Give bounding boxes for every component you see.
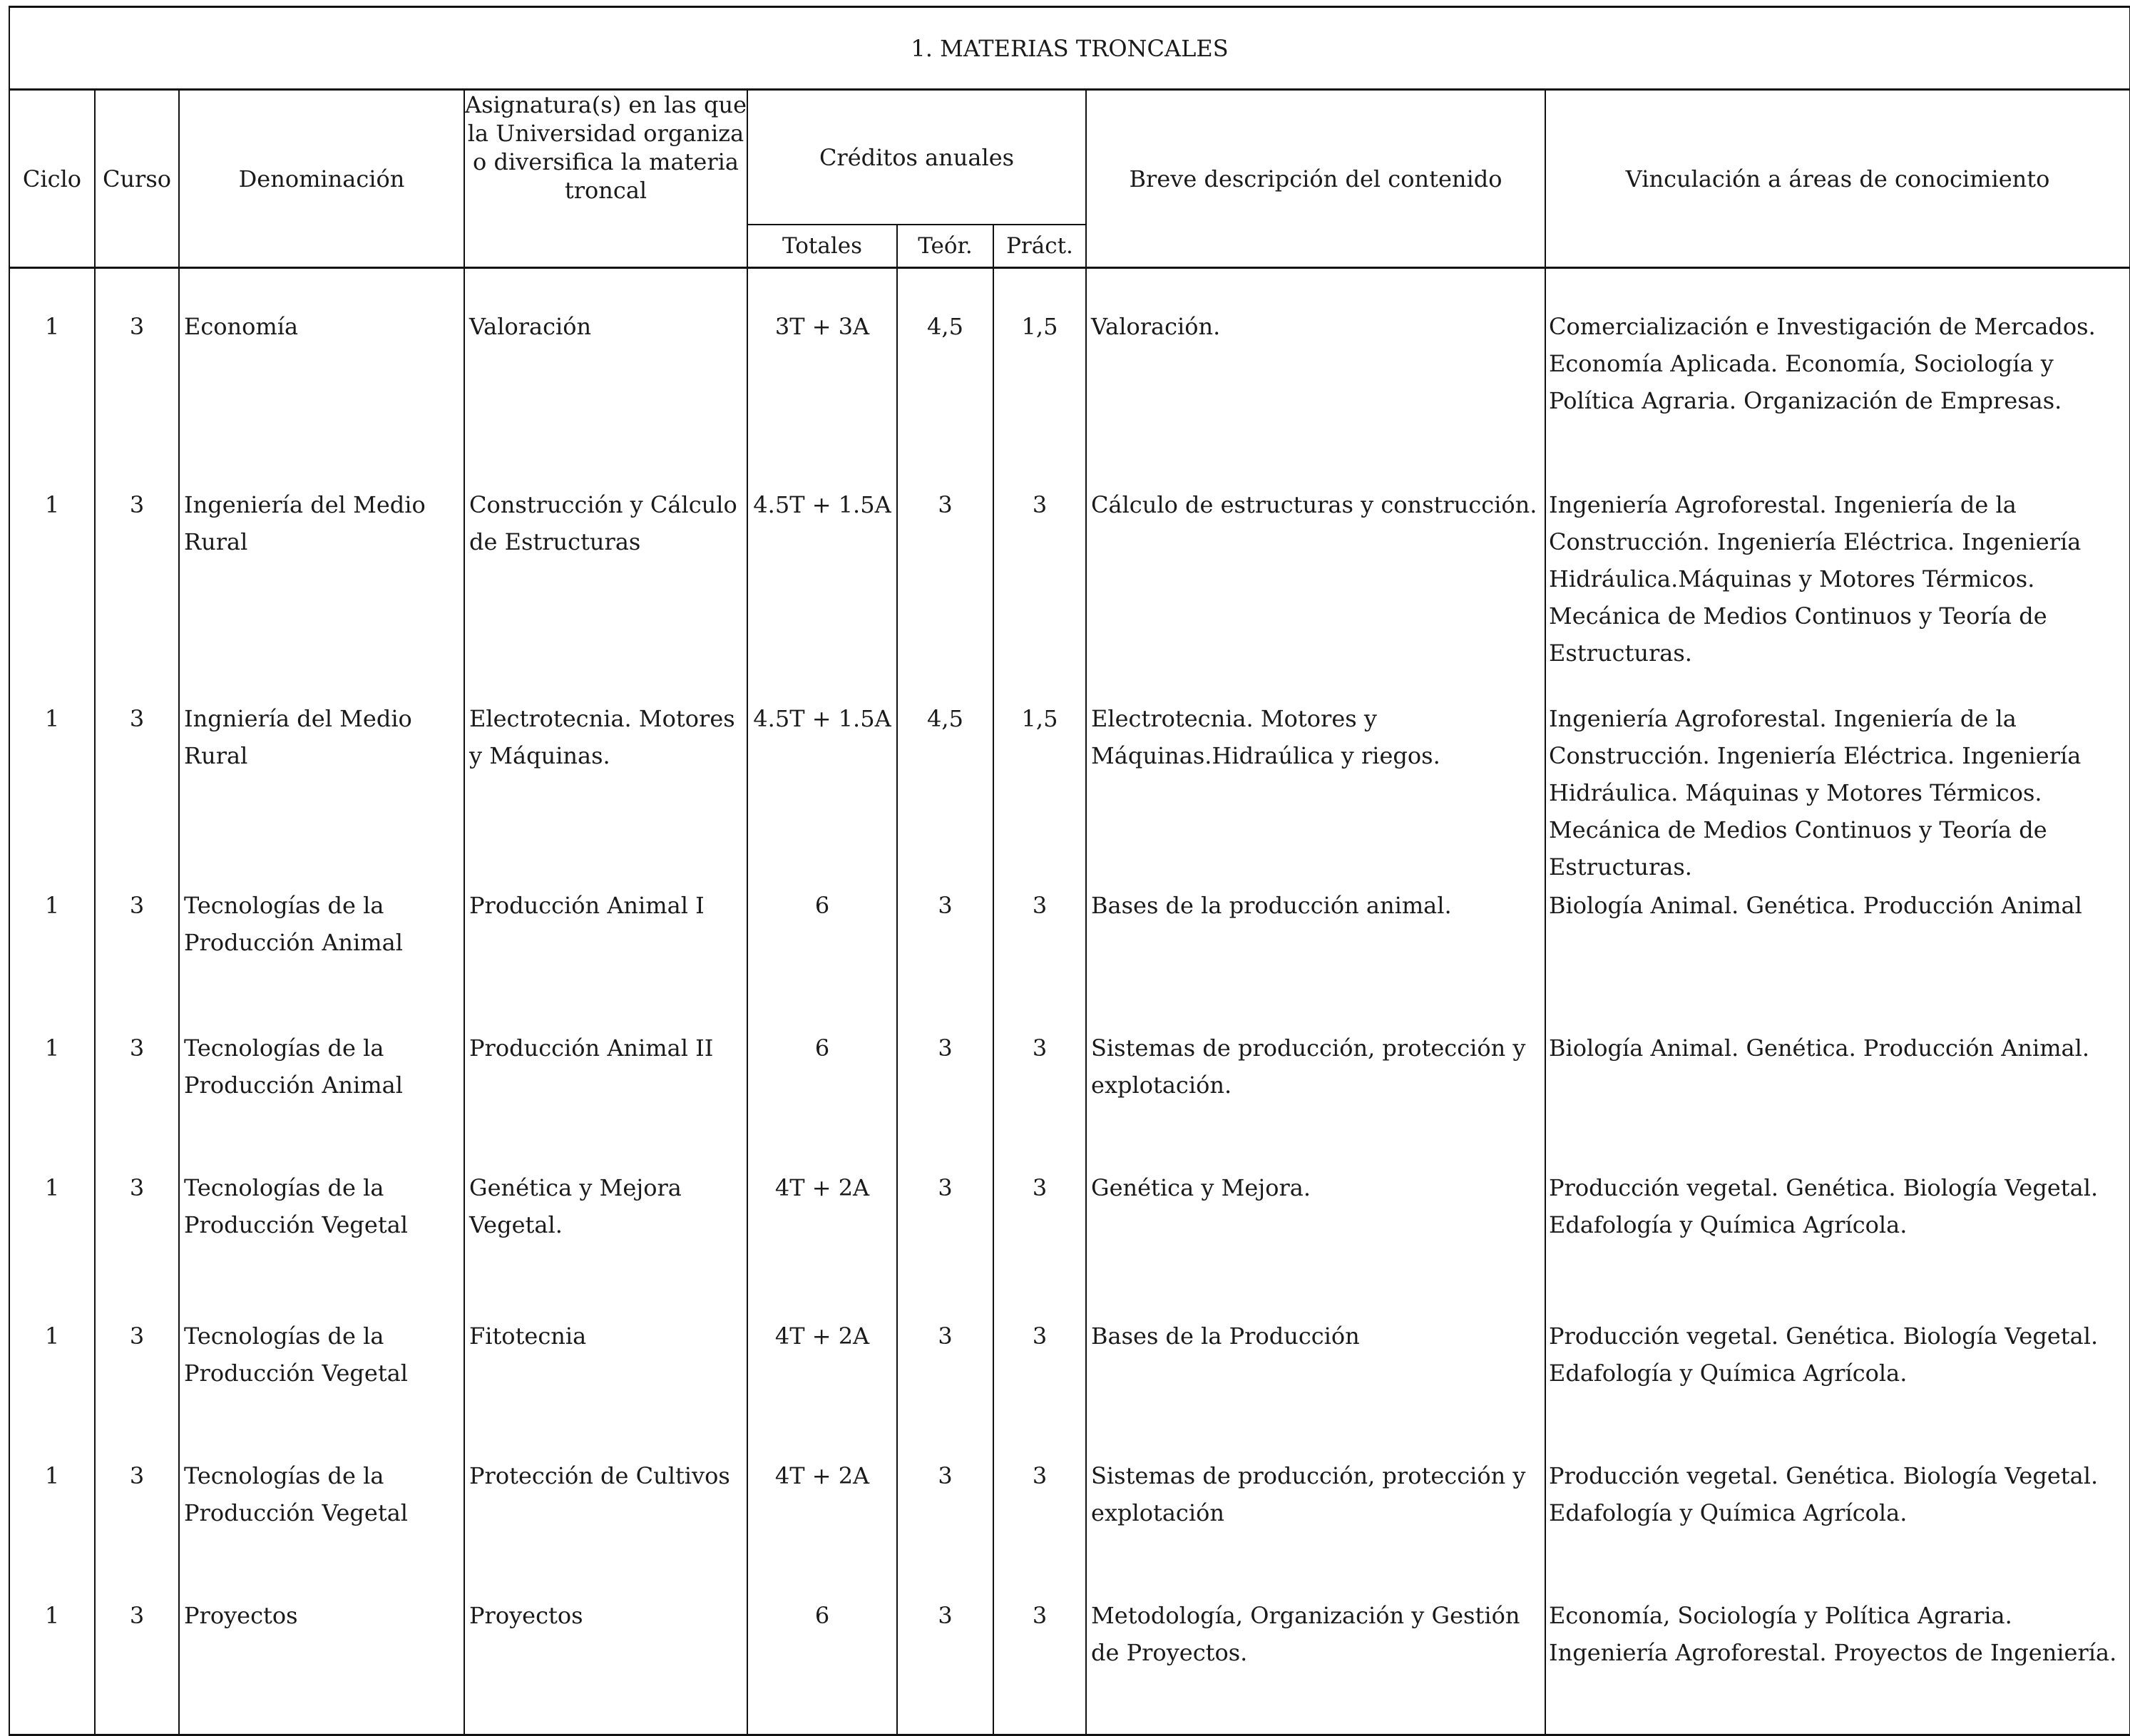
curso-cell: 3 (95, 1169, 179, 1318)
denominacion-cell: Tecnologías de la Producción Vegetal (179, 1318, 464, 1457)
table-row (9, 1029, 2130, 1169)
totales-cell: 4T + 2A (747, 1169, 897, 1318)
document-page (9, 6, 2130, 1736)
header-totales: Totales (747, 225, 897, 268)
table-row (9, 1597, 2130, 1735)
asignatura-cell: Protección de Cultivos (464, 1457, 747, 1597)
curso-cell: 3 (95, 1597, 179, 1735)
vinculacion-cell: Producción vegetal. Genética. Biología Vegetal. Edafología y Química Agrícola. (1545, 1457, 2130, 1597)
table-row (9, 1457, 2130, 1597)
vinculacion-cell: Economía, Sociología y Política Agraria. Ingeniería Agroforestal. Proyectos de Ingeniería. (1545, 1597, 2130, 1735)
ciclo-cell: 1 (9, 447, 95, 686)
totales-cell: 4T + 2A (747, 1318, 897, 1457)
header-ciclo: Ciclo (9, 90, 95, 268)
table-body (9, 268, 2130, 1735)
totales-cell: 6 (747, 887, 897, 1029)
descripcion-cell: Sistemas de producción, protección y explotación. (1086, 1029, 1545, 1169)
ciclo-cell: 1 (9, 686, 95, 887)
asignatura-cell: Producción Animal I (464, 887, 747, 1029)
asignatura-cell: Genética y Mejora Vegetal. (464, 1169, 747, 1318)
descripcion-cell: Cálculo de estructuras y construcción. (1086, 447, 1545, 686)
header-asignaturas: Asignatura(s) en las que la Universidad organiza o diversifica la materia troncal (464, 90, 747, 268)
pract-cell: 3 (993, 447, 1086, 686)
table-title: 1. MATERIAS TRONCALES (9, 7, 2130, 90)
pract-cell: 3 (993, 887, 1086, 1029)
table-row (9, 686, 2130, 887)
teor-cell: 3 (897, 1169, 993, 1318)
asignatura-cell: Electrotecnia. Motores y Máquinas. (464, 686, 747, 887)
pract-cell: 3 (993, 1597, 1086, 1735)
teor-cell: 4,5 (897, 268, 993, 448)
vinculacion-cell: Producción vegetal. Genética. Biología Vegetal. Edafología y Química Agrícola. (1545, 1169, 2130, 1318)
ciclo-cell: 1 (9, 1029, 95, 1169)
curso-cell: 3 (95, 268, 179, 448)
vinculacion-cell: Biología Animal. Genética. Producción Animal. (1545, 1029, 2130, 1169)
totales-cell: 3T + 3A (747, 268, 897, 448)
denominacion-cell: Tecnologías de la Producción Vegetal (179, 1169, 464, 1318)
teor-cell: 3 (897, 1318, 993, 1457)
asignatura-cell: Proyectos (464, 1597, 747, 1735)
table-row (9, 1318, 2130, 1457)
header-vinculacion: Vinculación a áreas de conocimiento (1545, 90, 2130, 268)
ciclo-cell: 1 (9, 887, 95, 1029)
vinculacion-cell: Ingeniería Agroforestal. Ingeniería de la Construcción. Ingeniería Eléctrica. Ingeniería Hidráulica. Máquinas y Motores Térmicos. Mecánica de Medios Continuos y Teoría de Estructuras. (1545, 686, 2130, 887)
curso-cell: 3 (95, 686, 179, 887)
curso-cell: 3 (95, 447, 179, 686)
table-row (9, 447, 2130, 686)
denominacion-cell: Ingniería del Medio Rural (179, 686, 464, 887)
teor-cell: 3 (897, 447, 993, 686)
denominacion-cell: Economía (179, 268, 464, 448)
vinculacion-cell: Ingeniería Agroforestal. Ingeniería de la Construcción. Ingeniería Eléctrica. Ingeniería Hidráulica.Máquinas y Motores Térmicos. Mecánica de Medios Continuos y Teoría de Estructuras. (1545, 447, 2130, 686)
teor-cell: 3 (897, 1029, 993, 1169)
denominacion-cell: Ingeniería del Medio Rural (179, 447, 464, 686)
totales-cell: 4.5T + 1.5A (747, 686, 897, 887)
header-descripcion: Breve descripción del contenido (1086, 90, 1545, 268)
pract-cell: 3 (993, 1169, 1086, 1318)
curso-cell: 3 (95, 1029, 179, 1169)
descripcion-cell: Metodología, Organización y Gestión de Proyectos. (1086, 1597, 1545, 1735)
materias-troncales-table (9, 6, 2130, 1736)
table-row (9, 268, 2130, 448)
teor-cell: 3 (897, 1457, 993, 1597)
header-creditos-anuales: Créditos anuales (747, 90, 1086, 225)
denominacion-cell: Tecnologías de la Producción Animal (179, 1029, 464, 1169)
totales-cell: 4T + 2A (747, 1457, 897, 1597)
ciclo-cell: 1 (9, 268, 95, 448)
descripcion-cell: Bases de la Producción (1086, 1318, 1545, 1457)
pract-cell: 1,5 (993, 268, 1086, 448)
curso-cell: 3 (95, 887, 179, 1029)
teor-cell: 3 (897, 1597, 993, 1735)
denominacion-cell: Tecnologías de la Producción Vegetal (179, 1457, 464, 1597)
asignatura-cell: Fitotecnia (464, 1318, 747, 1457)
table-row (9, 1169, 2130, 1318)
ciclo-cell: 1 (9, 1597, 95, 1735)
ciclo-cell: 1 (9, 1169, 95, 1318)
asignatura-cell: Valoración (464, 268, 747, 448)
header-teor: Teór. (897, 225, 993, 268)
denominacion-cell: Tecnologías de la Producción Animal (179, 887, 464, 1029)
header-curso: Curso (95, 90, 179, 268)
pract-cell: 3 (993, 1029, 1086, 1169)
vinculacion-cell: Comercialización e Investigación de Mercados. Economía Aplicada. Economía, Sociología y Política Agraria. Organización de Empresas. (1545, 268, 2130, 448)
header-pract: Práct. (993, 225, 1086, 268)
vinculacion-cell: Biología Animal. Genética. Producción Animal (1545, 887, 2130, 1029)
pract-cell: 1,5 (993, 686, 1086, 887)
pract-cell: 3 (993, 1318, 1086, 1457)
curso-cell: 3 (95, 1318, 179, 1457)
teor-cell: 3 (897, 887, 993, 1029)
ciclo-cell: 1 (9, 1457, 95, 1597)
descripcion-cell: Bases de la producción animal. (1086, 887, 1545, 1029)
vinculacion-cell: Producción vegetal. Genética. Biología Vegetal. Edafología y Química Agrícola. (1545, 1318, 2130, 1457)
pract-cell: 3 (993, 1457, 1086, 1597)
asignatura-cell: Producción Animal II (464, 1029, 747, 1169)
descripcion-cell: Genética y Mejora. (1086, 1169, 1545, 1318)
totales-cell: 6 (747, 1029, 897, 1169)
table-row (9, 887, 2130, 1029)
descripcion-cell: Electrotecnia. Motores y Máquinas.Hidraúlica y riegos. (1086, 686, 1545, 887)
descripcion-cell: Valoración. (1086, 268, 1545, 448)
totales-cell: 6 (747, 1597, 897, 1735)
descripcion-cell: Sistemas de producción, protección y explotación (1086, 1457, 1545, 1597)
asignatura-cell: Construcción y Cálculo de Estructuras (464, 447, 747, 686)
denominacion-cell: Proyectos (179, 1597, 464, 1735)
curso-cell: 3 (95, 1457, 179, 1597)
header-denominacion: Denominación (179, 90, 464, 268)
teor-cell: 4,5 (897, 686, 993, 887)
ciclo-cell: 1 (9, 1318, 95, 1457)
totales-cell: 4.5T + 1.5A (747, 447, 897, 686)
